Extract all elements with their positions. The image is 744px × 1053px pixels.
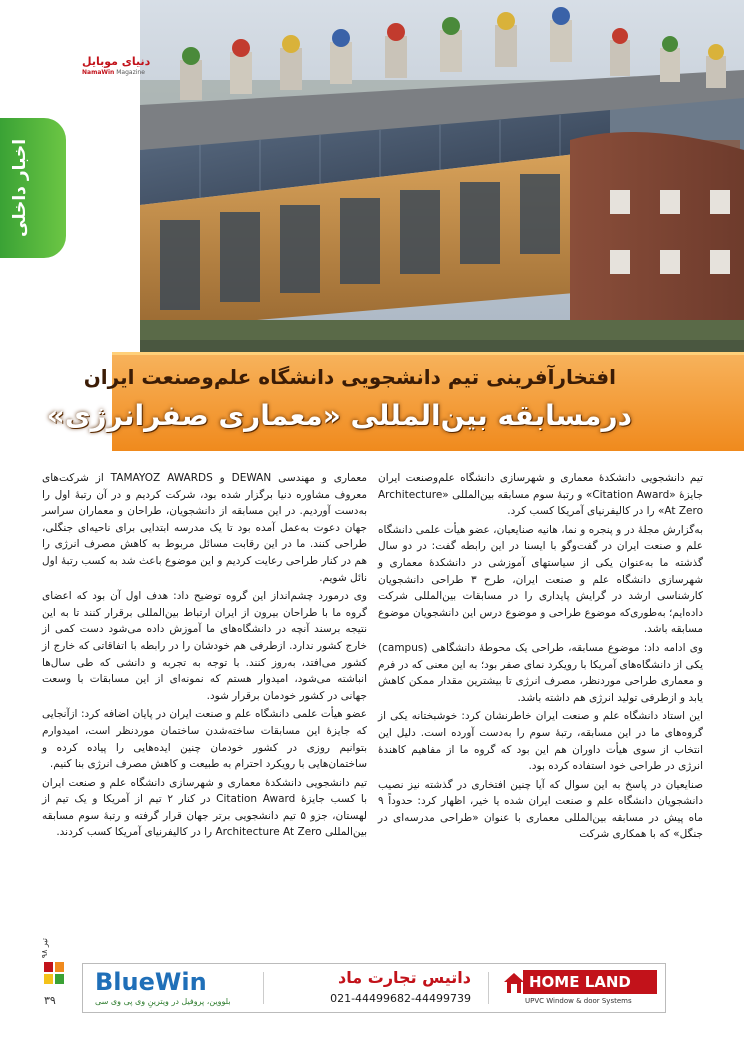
logo-title: دنیای موبایل [82, 55, 151, 68]
bluewin-name: BlueWin [95, 968, 207, 996]
paragraph: به‌گزارش مجلهٔ در و پنجره و نما، هانیه صنایعیان، عضو هیأت علمی دانشگاه علم و صنعت ایران در گفت‌وگو با ایسنا در این رابطه گفت: در دو سال گذشته ما به‌عنوان یکی از سیاستهای آموزشی در دانشکدهٔ معماری و شهرسازی دانشگاه علم و صنعت ایران، طرح ۳ طراحی دانشجویان کارشناسی ارشد در گرایش پایداری را در مسابقات بین‌المللی شرکت داده‌ایم؛ به‌طوری‌که موضوع طراحی و موضوع درس این دانشجویان موضوع مسابقه باشد. [378, 523, 703, 636]
paragraph: تیم دانشجویی دانشکدهٔ معماری و شهرسازی دانشگاه علم و صنعت ایران با کسب جایزهٔ Citation Award در کنار ۲ تیم از آمریکا و یک تیم از لهستان، جزو ۵ تیم دانشجویی برتر جهان قرار گرفته و رتبهٔ سوم مسابقه بین‌المللی Architecture At Zero را در کالیفرنیای آمریکا کسب کردند. [42, 776, 368, 839]
ad-divider [488, 972, 489, 1004]
paragraph: این استاد دانشگاه علم و صنعت ایران خاطرنشان کرد: خوشبختانه یکی از گروه‌های ما در این مسابقه، رتبهٔ سوم را به‌دست آورده است. دلیل این انتخاب از سوی هیأت داوران هم این بود که گروه ما از مفاهیم کاهندهٔ انرژی در طراحی خود استفاده کرده بود. [378, 710, 703, 773]
ad-homeland [503, 968, 659, 1008]
homeland-tagline: UPVC Window & door Systems [525, 997, 632, 1005]
page-number: ۳۹ [44, 994, 56, 1007]
logo-sub-word: Magazine [116, 69, 145, 76]
house-icon [503, 972, 525, 994]
section-tab-label: اخبار داخلی [10, 138, 30, 238]
advertisement-bar [82, 963, 666, 1013]
page-footer-left [40, 928, 70, 1018]
ad-divider [263, 972, 264, 1004]
logo-sub-brand: NamaWin [82, 69, 115, 76]
headline-line1: افتخارآفرینی تیم دانشجویی دانشگاه علم‌وصنعت ایران [83, 365, 616, 389]
paragraph: وی ادامه داد: موضوع مسابقه، طراحی یک محوطهٔ دانشگاهی (campus) یکی از دانشگاه‌های آمریکا با رویکرد نمای صفر بود؛ به این معنی که در فرم و معماری طراحی موردنظر، مصرف انرژی تا بیشترین مقدار ممکن کاهش یابد و ازطرفی تولید انرژی هم داشته باشد. [378, 641, 703, 704]
datis-name: داتیس تجارت ماد [338, 968, 471, 987]
homeland-badge [523, 970, 657, 994]
issue-mark: تیر ۹۸ [40, 938, 49, 959]
hero-photo [140, 0, 744, 365]
logo-subtitle [82, 69, 145, 76]
section-tab [0, 118, 66, 258]
ad-datis [281, 968, 471, 1008]
article-column-left [42, 470, 367, 843]
paragraph: صنایعیان در پاسخ به این سوال که آیا چنین افتخاری در گذشته نیز نصیب دانشجویان دانشگاه علم و صنعت ایران شده یا خیر، اظهار کرد: حدوداً ۹ ماه پیش در مسابقه بین‌المللی معماری با عنوان «طراحی مدرسه‌ای در جنگل» که با همکاری شرکت [378, 778, 703, 841]
ad-bluewin [89, 968, 249, 1008]
paragraph: وی درمورد چشم‌انداز این گروه توضیح داد: هدف اول آن بود که اعضای گروه ما با طراحان بیرون از ایران ارتباط بین‌المللی برقرار کنند تا به این نتیجه برسند آنچه در دانشگاه‌های ما آموزش داده می‌شود دست کمی از خارج کشور ندارد. ازطرفی هم خودشان را در رابطه با اتفاقاتی که خارج از کشور می‌افتد، به‌روز کنند. با توجه به تجربه و دانشی که طی سال‌ها انباشته می‌شود، امیدوار هستم که نمونه‌ای از این مسابقات با وسعت جهانی در کشور خودمان برقرار شود. [42, 590, 367, 702]
magazine-mark-icon [44, 962, 64, 984]
homeland-name: HOME LAND [529, 973, 631, 991]
paragraph: تیم دانشجویی دانشکدهٔ معماری و شهرسازی دانشگاه علم‌وصنعت ایران جایزهٔ «Citation Award» و رتبهٔ سوم مسابقه بین‌المللی «Architecture At Zero» را در کالیفرنیای آمریکا کسب کرد. [378, 472, 703, 518]
bluewin-tagline: بلووین، پروفیل در ویترینِ وی پی وی سی [95, 997, 231, 1006]
headline-bar [46, 352, 744, 451]
headline-line2: درمسابقه بین‌المللی «معماری صفرانرژی» [46, 399, 632, 432]
article-column-right [378, 470, 703, 845]
building-illustration [140, 0, 744, 365]
paragraph: عضو هیأت علمی دانشگاه علم و صنعت ایران در پایان اضافه کرد: ازآنجایی که جایزهٔ این مسابقات ساخته‌شدن ساختمان موردنظر است، امیدوارم بتوانیم روزی در کشور خودمان چنین ایده‌هایی را پیاده کرده و ساختمان‌هایی با رویکرد احترام به طبیعت و کاهش مصرف انرژی بنا کنیم. [42, 708, 367, 771]
magazine-logo [80, 55, 166, 79]
datis-phone: 021-44499682-44499739 [330, 992, 471, 1005]
paragraph: معماری و مهندسی DEWAN و TAMAYOZ AWARDS از شرکت‌های معروف مشاوره دنیا برگزار شده بود، شرکت کردیم و در آن رتبهٔ اول را به‌دست آوردیم. در این مسابقه از دانشجویان، طراحان و معماران سراسر جهان دعوت به‌عمل آمده بود تا یک مدرسه ابتدایی برای ناحیه‌ای جنگلی، طراحی کنند. ما در این رقابت مسائل مربوط به کاهش مصرف انرژی را هم در کنار طراحی رعایت کردیم و این موضوع باعث شد به کسب رتبهٔ اول نائل شویم. [42, 472, 367, 584]
